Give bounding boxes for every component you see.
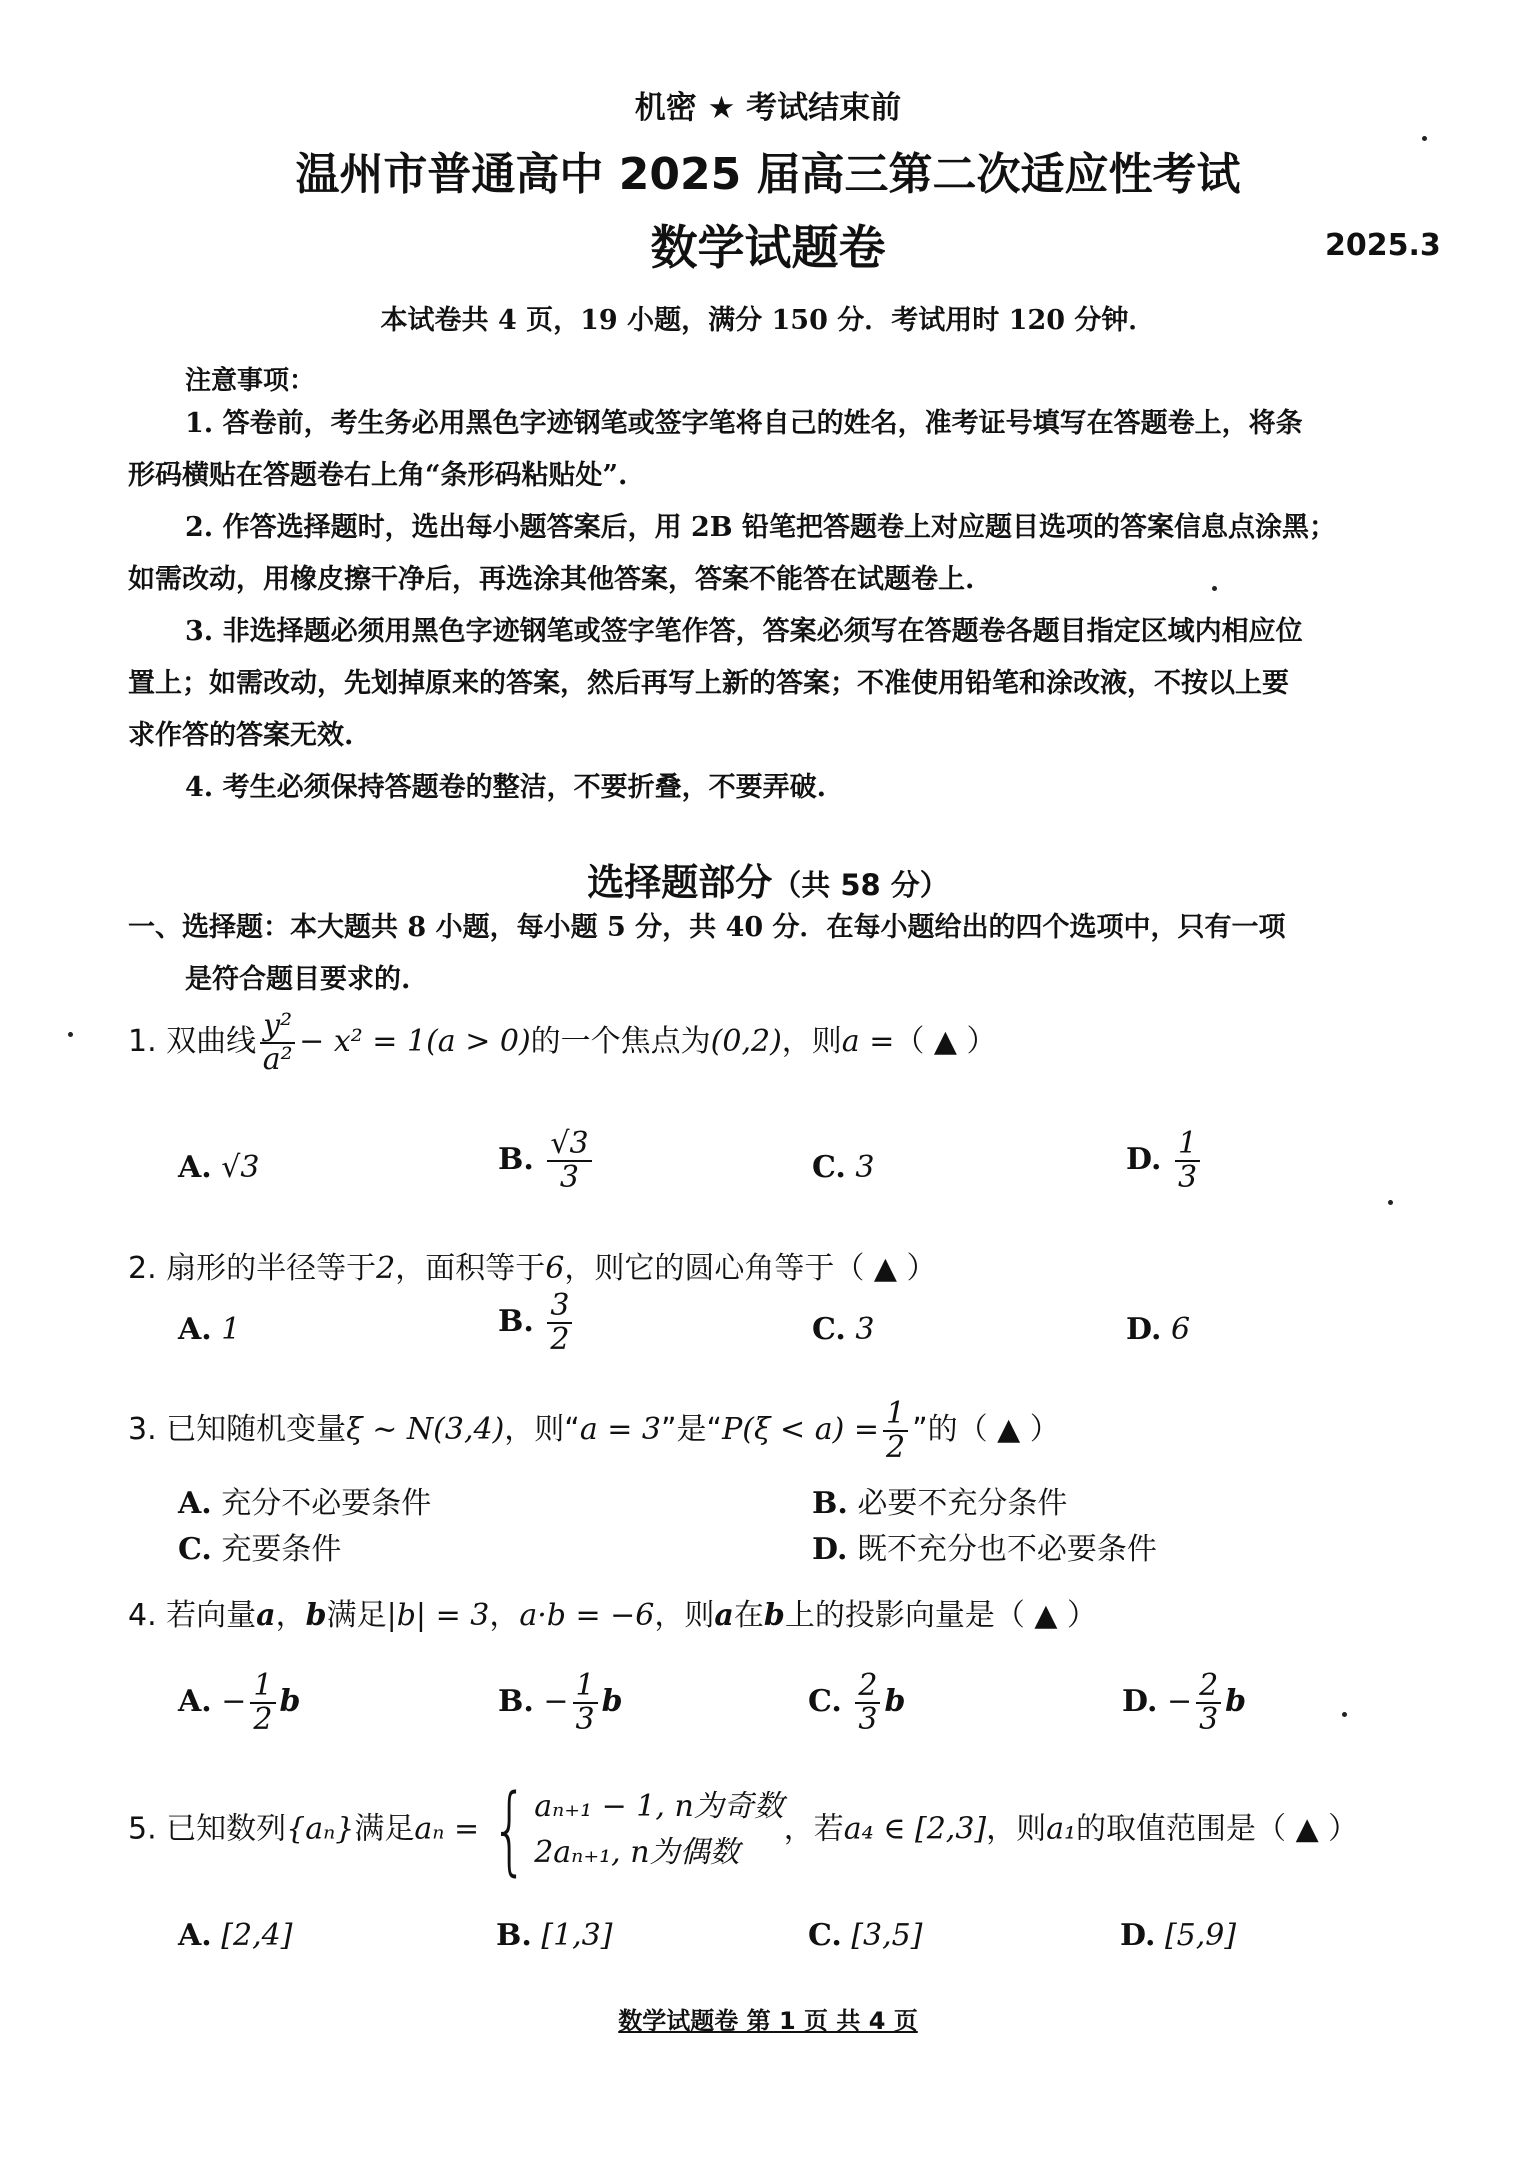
fraction-numerator: 3 [547,1290,572,1324]
exam-subtitle: 数学试题卷 [650,221,886,276]
option-key: A. [178,1312,212,1347]
option-value: 6 [1170,1312,1191,1347]
q5-option-a [178,1918,292,1953]
option-key: D. [1120,1918,1156,1953]
option-fraction [250,1670,275,1735]
q2-option-d [1126,1312,1190,1347]
option-key: B. [496,1918,532,1953]
answer-bracket: （ ▲ ） [1256,1811,1359,1847]
q3-option-d [812,1524,1157,1568]
fraction-numerator: 2 [855,1670,880,1704]
notice-title: 注意事项： [185,366,316,396]
question-2-text-2: ，面积等于 [395,1251,546,1286]
option-key: A. [178,1150,212,1185]
question-4-text-6: 上的投影向量是 [784,1598,995,1633]
question-5-sequence: {aₙ} [286,1811,355,1847]
q2-option-b [498,1290,576,1355]
question-5-text-2: 满足 [354,1811,415,1847]
exam-date: 2025.3 [1325,228,1441,263]
fraction-numerator: y² [260,1010,295,1044]
section-title: 选择题部分 [587,861,773,904]
notice-item-2-line1: 2. 作答选择题时，选出每小题答案后，用 2B 铅笔把答题卷上对应题目选项的答案信息点涂黑； [185,512,1336,543]
question-4-text: 若向量 [166,1598,257,1633]
question-1-ask: a = [841,1024,895,1059]
q1-option-a [178,1150,259,1185]
question-3-distribution: ξ ~ N(3,4) [346,1412,505,1447]
fraction-denominator: 2 [253,1701,273,1737]
exam-summary: 本试卷共 4 页，19 小题，满分 150 分．考试用时 120 分钟． [380,305,1156,336]
option-fraction [573,1670,598,1735]
question-4-separator: ， [275,1598,306,1633]
option-vector: b [1225,1684,1247,1719]
option-key: A. [178,1684,212,1719]
fraction-denominator: a² [262,1041,293,1077]
q5-option-c [808,1918,922,1953]
fraction-denominator: 2 [550,1321,570,1357]
question-5-lhs: aₙ = [414,1811,480,1847]
question-1-point: (0,2) [710,1024,782,1059]
question-2-number: 2. [128,1251,157,1286]
option-key: A. [178,1486,212,1521]
option-key: C. [808,1918,842,1953]
option-fraction [547,1290,572,1355]
answer-bracket: （ ▲ ） [894,1024,997,1059]
option-value: 必要不充分条件 [857,1486,1068,1521]
option-fraction [1175,1128,1200,1193]
question-4-text-2: 满足 [326,1598,387,1633]
section-heading [0,852,1536,906]
option-sign: − [1166,1684,1193,1719]
q1-option-d [1126,1128,1204,1193]
option-fraction [855,1670,880,1735]
section-intro-line2: 是符合题目要求的. [185,964,411,995]
option-key: D. [1122,1684,1158,1719]
q1-option-b [498,1128,596,1193]
notice-item-3-line1: 3. 非选择题必须用黑色字迹钢笔或签字笔作答，答案必须写在答题卷各题目指定区域内相应位 [185,616,1303,647]
page-footer: 数学试题卷 第 1 页 共 4 页 [618,2007,918,2035]
question-2-text-3: ，则它的圆心角等于 [564,1251,835,1286]
question-1-text-2: 的一个焦点为 [530,1024,711,1059]
q3-option-b [812,1478,1067,1522]
question-1-text-3: ，则 [781,1024,842,1059]
option-fraction [1196,1670,1221,1735]
q2-option-a [178,1312,240,1347]
fraction-numerator: 1 [883,1398,908,1432]
q4-option-b [498,1670,623,1735]
exam-title: 温州市普通高中 2025 届高三第二次适应性考试 [295,149,1241,200]
option-value: 3 [855,1150,875,1185]
option-vector: b [884,1684,906,1719]
question-4-number: 4. [128,1598,157,1633]
question-3-text-3: ”是“ [661,1412,723,1447]
q4-option-d [1122,1670,1246,1735]
option-value: 充要条件 [221,1532,342,1567]
q4-option-c [808,1670,905,1735]
question-1-equation: − x² = 1(a > 0) [299,1024,531,1059]
scan-speck [1422,136,1427,141]
piecewise-cases [534,1784,784,1876]
question-4 [128,1590,1097,1634]
option-key: D. [1126,1312,1162,1347]
q3-option-c [178,1524,341,1568]
fraction-denominator: 3 [559,1159,579,1195]
question-1 [128,1010,997,1075]
option-value: [5,9] [1164,1918,1237,1953]
question-3-number: 3. [128,1412,157,1447]
question-5-text: 已知数列 [166,1811,287,1847]
question-1-text: 双曲线 [166,1024,257,1059]
question-5-condition: a₄ ∈ [2,3] [843,1811,987,1847]
option-key: B. [498,1142,534,1177]
option-value: √3 [221,1150,260,1185]
question-1-fraction [260,1010,295,1075]
fraction-numerator: 1 [250,1670,275,1704]
option-value: [2,4] [221,1918,293,1953]
option-key: C. [812,1312,846,1347]
question-2 [128,1243,937,1287]
option-key: D. [1126,1142,1162,1177]
q3-option-a [178,1478,431,1522]
question-2-area: 6 [545,1251,565,1286]
question-4-text-5: 在 [733,1598,764,1633]
section-intro-line1: 一、选择题：本大题共 8 小题，每小题 5 分，共 40 分．在每小题给出的四个选项中，只有一项 [128,912,1286,943]
option-value: 3 [855,1312,875,1347]
fraction-numerator: √3 [547,1128,591,1162]
option-value: 1 [221,1312,241,1347]
left-brace-icon: { [491,1774,528,1886]
fraction-denominator: 3 [1177,1159,1198,1195]
question-5-text-5: 的取值范围是 [1076,1811,1257,1847]
notice-item-3-line3: 求作答的答案无效. [128,720,354,751]
question-1-number: 1. [128,1024,157,1059]
option-sign: − [221,1684,247,1719]
option-vector: b [601,1684,623,1719]
option-key: A. [178,1918,212,1953]
q5-option-b [496,1918,612,1953]
notice-item-2-line2: 如需改动，用橡皮擦干净后，再选涂其他答案，答案不能答在试题卷上. [128,564,975,595]
fraction-numerator: 1 [573,1670,598,1704]
question-3 [128,1398,1060,1463]
section-points: （共 58 分） [772,868,949,902]
fraction-numerator: 1 [1175,1128,1200,1162]
notice-item-4-line1: 4. 考生必须保持答题卷的整洁，不要折叠，不要弄破. [185,772,826,803]
vector-b: b [305,1598,327,1633]
question-3-condition: a = 3 [579,1412,662,1447]
vector-b: b [763,1598,785,1633]
question-4-text-3: ， [489,1598,520,1633]
vector-a: a [256,1598,276,1633]
answer-bracket: （ ▲ ） [994,1598,1097,1633]
fraction-denominator: 2 [886,1429,906,1465]
notice-item-3-line2: 置上；如需改动，先划掉原来的答案，然后再写上新的答案；不准使用铅笔和涂改液，不按以上要 [128,668,1289,699]
confidential-label: 机密 ★ 考试结束前 [634,90,902,126]
fraction-numerator: 2 [1196,1670,1221,1704]
option-key: B. [498,1684,534,1719]
question-3-probability: P(ξ < a) = [722,1412,879,1447]
question-2-text: 扇形的半径等于 [166,1251,377,1286]
question-3-text: 已知随机变量 [166,1412,347,1447]
question-5 [128,1774,1359,1886]
option-key: C. [808,1684,842,1719]
answer-bracket: （ ▲ ） [834,1251,937,1286]
question-4-text-4: ，则 [654,1598,715,1633]
q4-option-a [178,1670,301,1735]
q1-option-c [812,1150,874,1185]
option-key: B. [812,1486,848,1521]
answer-bracket: （ ▲ ） [957,1412,1060,1447]
case-even: 2aₙ₊₁, n为偶数 [534,1835,740,1870]
scan-speck [68,1032,73,1037]
option-value: 既不充分也不必要条件 [856,1532,1157,1567]
option-value: [3,5] [851,1918,923,1953]
question-4-condition-1: |b| = 3 [386,1598,490,1633]
question-2-radius: 2 [376,1251,396,1286]
option-key: C. [178,1532,212,1567]
case-odd: aₙ₊₁ − 1, n为奇数 [534,1789,784,1824]
fraction-denominator: 3 [1199,1701,1219,1737]
question-5-text-4: ，则 [986,1811,1047,1847]
scan-speck [1388,1200,1393,1205]
option-fraction [547,1128,591,1193]
fraction-denominator: 3 [858,1701,878,1737]
option-sign: − [543,1684,569,1719]
question-3-text-2: ，则“ [504,1412,580,1447]
option-key: B. [498,1304,534,1339]
option-key: C. [812,1150,846,1185]
vector-a: a [714,1598,734,1633]
option-value: [1,3] [541,1918,613,1953]
option-key: D. [812,1532,848,1567]
q2-option-c [812,1312,874,1347]
q5-option-d [1120,1918,1236,1953]
question-3-fraction [883,1398,908,1463]
notice-item-1-line1: 1. 答卷前，考生务必用黑色字迹钢笔或签字笔将自己的姓名，准考证号填写在答题卷上，将条 [185,408,1303,439]
question-4-condition-2: a·b = −6 [519,1598,655,1633]
scan-speck [1342,1712,1347,1717]
question-5-number: 5. [128,1811,157,1847]
option-vector: b [279,1684,301,1719]
scan-speck [1212,586,1217,591]
question-5-target: a₁ [1046,1811,1077,1847]
notice-item-1-line2: 形码横贴在答题卷右上角“条形码粘贴处”. [128,460,628,491]
question-5-text-3: ，若 [783,1811,844,1847]
option-value: 充分不必要条件 [221,1486,432,1521]
fraction-denominator: 3 [575,1701,595,1737]
question-3-text-4: ”的 [912,1412,958,1447]
